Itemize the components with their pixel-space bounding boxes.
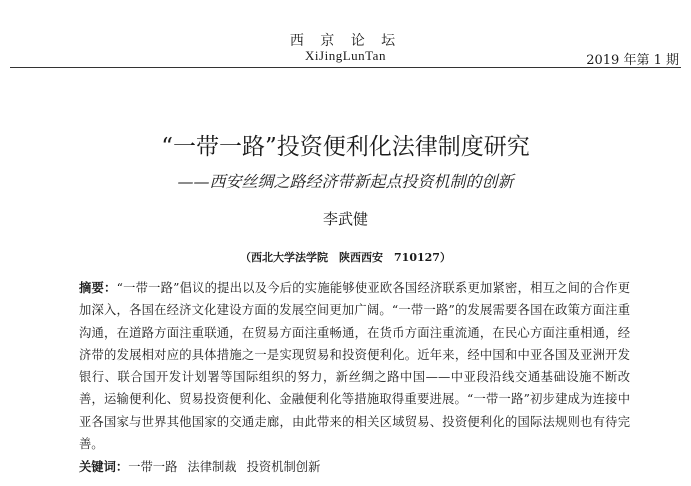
- keywords-label: 关键词：: [79, 459, 129, 474]
- abstract-text: “一带一路”倡议的提出以及今后的实施能够使亚欧各国经济联系更加紧密，相互之间的合作更加深入，各国在经济文化建设方面的发展空间更加广阔。“一带一路”的发展需要各国在政策方面注重沟通，在道路方面注重联通，在贸易方面注重畅通，在货币方面注重流通，在民心方面注重相通，经济带的发展相对应的具体措施之一是实现贸易和投资便利化。近年来，经中国和中亚各国及亚洲开发银行、联合国开发计划署等国际组织的努力，新丝绸之路中国——中亚段沿线交通基础设施不断改善，运输便利化、贸易投资便利化、金融便利化等措施取得重要进展。“一带一路”初步建成为连接中亚各国家与世界其他国家的交通走廊，由此带来的相关区域贸易、投资便利化的国际法规则也有待完善。: [79, 281, 630, 452]
- journal-header: [0, 0, 691, 70]
- journal-name-pinyin: XiJingLunTan: [305, 48, 386, 63]
- article-title: “一带一路”投资便利化法律制度研究: [161, 134, 530, 160]
- keyword-item: 法律制裁: [187, 460, 237, 474]
- abstract-label: 摘要：: [79, 280, 117, 295]
- keywords: [79, 456, 630, 478]
- article-subtitle: ——西安丝绸之路经济带新起点投资机制的创新: [177, 172, 514, 191]
- keyword-item: 投资机制创新: [246, 460, 321, 474]
- keyword-item: 一带一路: [128, 460, 178, 474]
- issue-number: 2019 年第 1 期: [586, 53, 679, 68]
- journal-name-chinese: 西 京 论 坛: [289, 33, 402, 49]
- author-affiliation: （西北大学法学院 陕西西安 710127）: [240, 251, 451, 264]
- abstract: [79, 277, 630, 455]
- author-name: 李武健: [322, 210, 368, 228]
- header-divider: [10, 67, 681, 68]
